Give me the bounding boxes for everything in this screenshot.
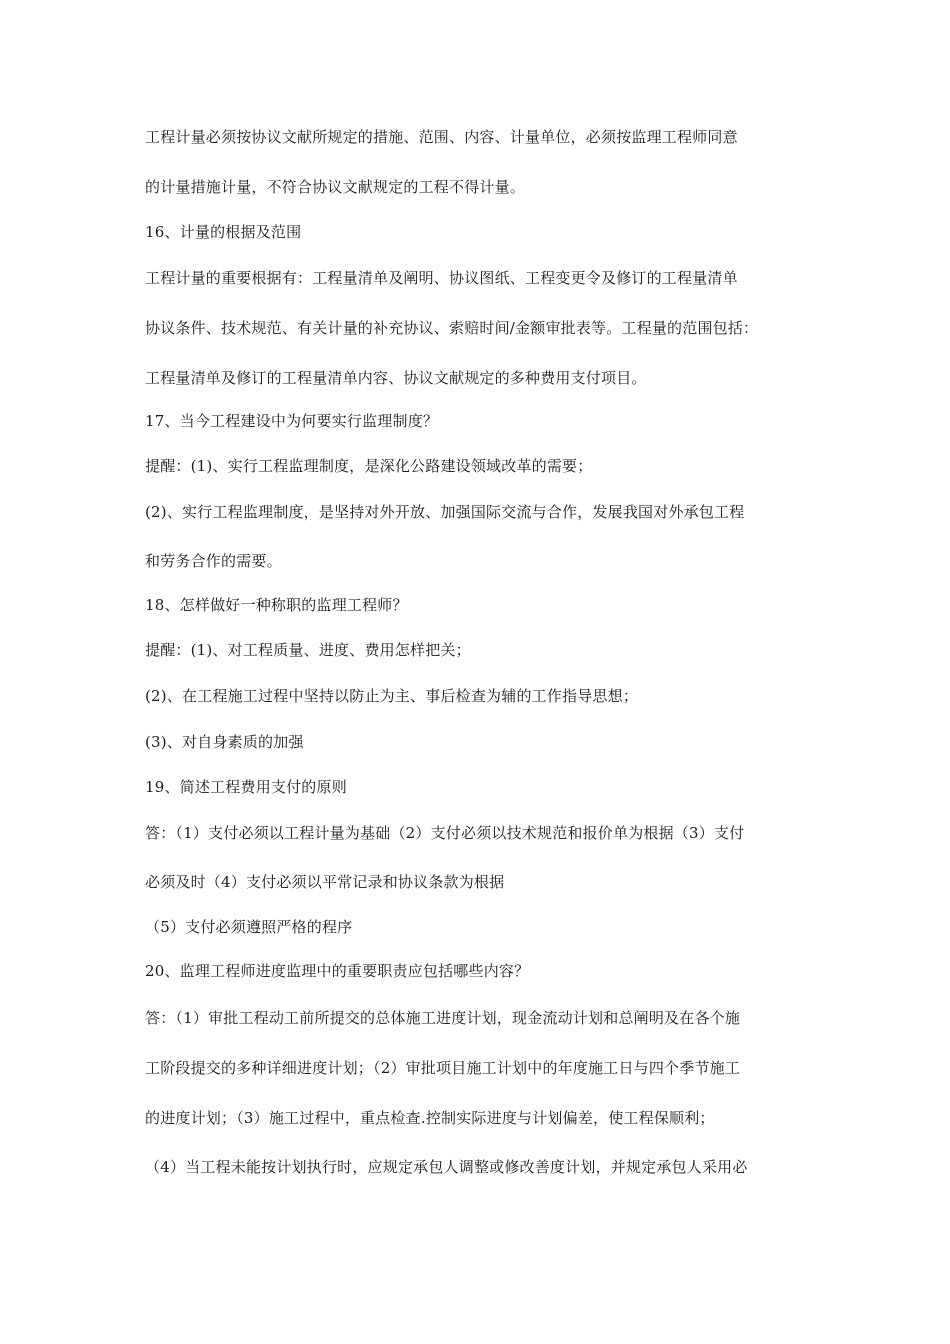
text-line: 答：（1）支付必须以工程计量为基础（2）支付必须以技术规范和报价单为根据（3）支付 <box>145 824 745 842</box>
text-line: （5）支付必须遵照严格的程序 <box>145 918 353 936</box>
text-line: 协议条件、技术规范、有关计量的补充协议、索赔时间/金额审批表等。工程量的范围包括： <box>145 319 759 337</box>
text-line: 和劳务合作的需要。 <box>145 552 282 570</box>
text-line: 提醒：(1)、实行工程监理制度，是深化公路建设领域改革的需要； <box>145 457 593 475</box>
text-line: 提醒：(1)、对工程质量、进度、费用怎样把关； <box>145 641 471 659</box>
text-line: 答：（1）审批工程动工前所提交的总体施工进度计划，现金流动计划和总阐明及在各个施 <box>145 1009 741 1027</box>
section-heading: 19、简述工程费用支付的原则 <box>145 778 347 796</box>
text-line: （4）当工程未能按计划执行时，应规定承包人调整或修改善度计划，并规定承包人采用必 <box>145 1158 748 1176</box>
text-line: 工阶段提交的多种详细进度计划；（2）审批项目施工计划中的年度施工日与四个季节施工 <box>145 1059 741 1077</box>
text-line: 工程计量必须按协议文献所规定的措施、范围、内容、计量单位，必须按监理工程师同意 <box>145 128 738 146</box>
section-heading: 18、怎样做好一种称职的监理工程师？ <box>145 596 408 614</box>
section-heading: 20、监理工程师进度监理中的重要职责应包括哪些内容？ <box>145 962 530 980</box>
text-line: 工程计量的重要根据有：工程量清单及阐明、协议图纸、工程变更令及修订的工程量清单 <box>145 269 738 287</box>
section-heading: 17、当今工程建设中为何要实行监理制度？ <box>145 412 439 430</box>
text-line: (3)、对自身素质的加强 <box>145 733 304 751</box>
section-heading: 16、计量的根据及范围 <box>145 223 302 241</box>
text-line: (2)、实行工程监理制度，是坚持对外开放、加强国际交流与合作，发展我国对外承包工程 <box>145 503 745 521</box>
text-line: 工程量清单及修订的工程量清单内容、协议文献规定的多种费用支付项目。 <box>145 369 647 387</box>
text-line: 必须及时（4）支付必须以平常记录和协议条款为根据 <box>145 873 505 891</box>
text-line: (2)、在工程施工过程中坚持以防止为主、事后检查为辅的工作指导思想； <box>145 687 639 705</box>
text-line: 的进度计划；（3）施工过程中，重点检查.控制实际进度与计划偏差，使工程保顺利； <box>145 1109 715 1127</box>
text-line: 的计量措施计量，不符合协议文献规定的工程不得计量。 <box>145 178 526 196</box>
